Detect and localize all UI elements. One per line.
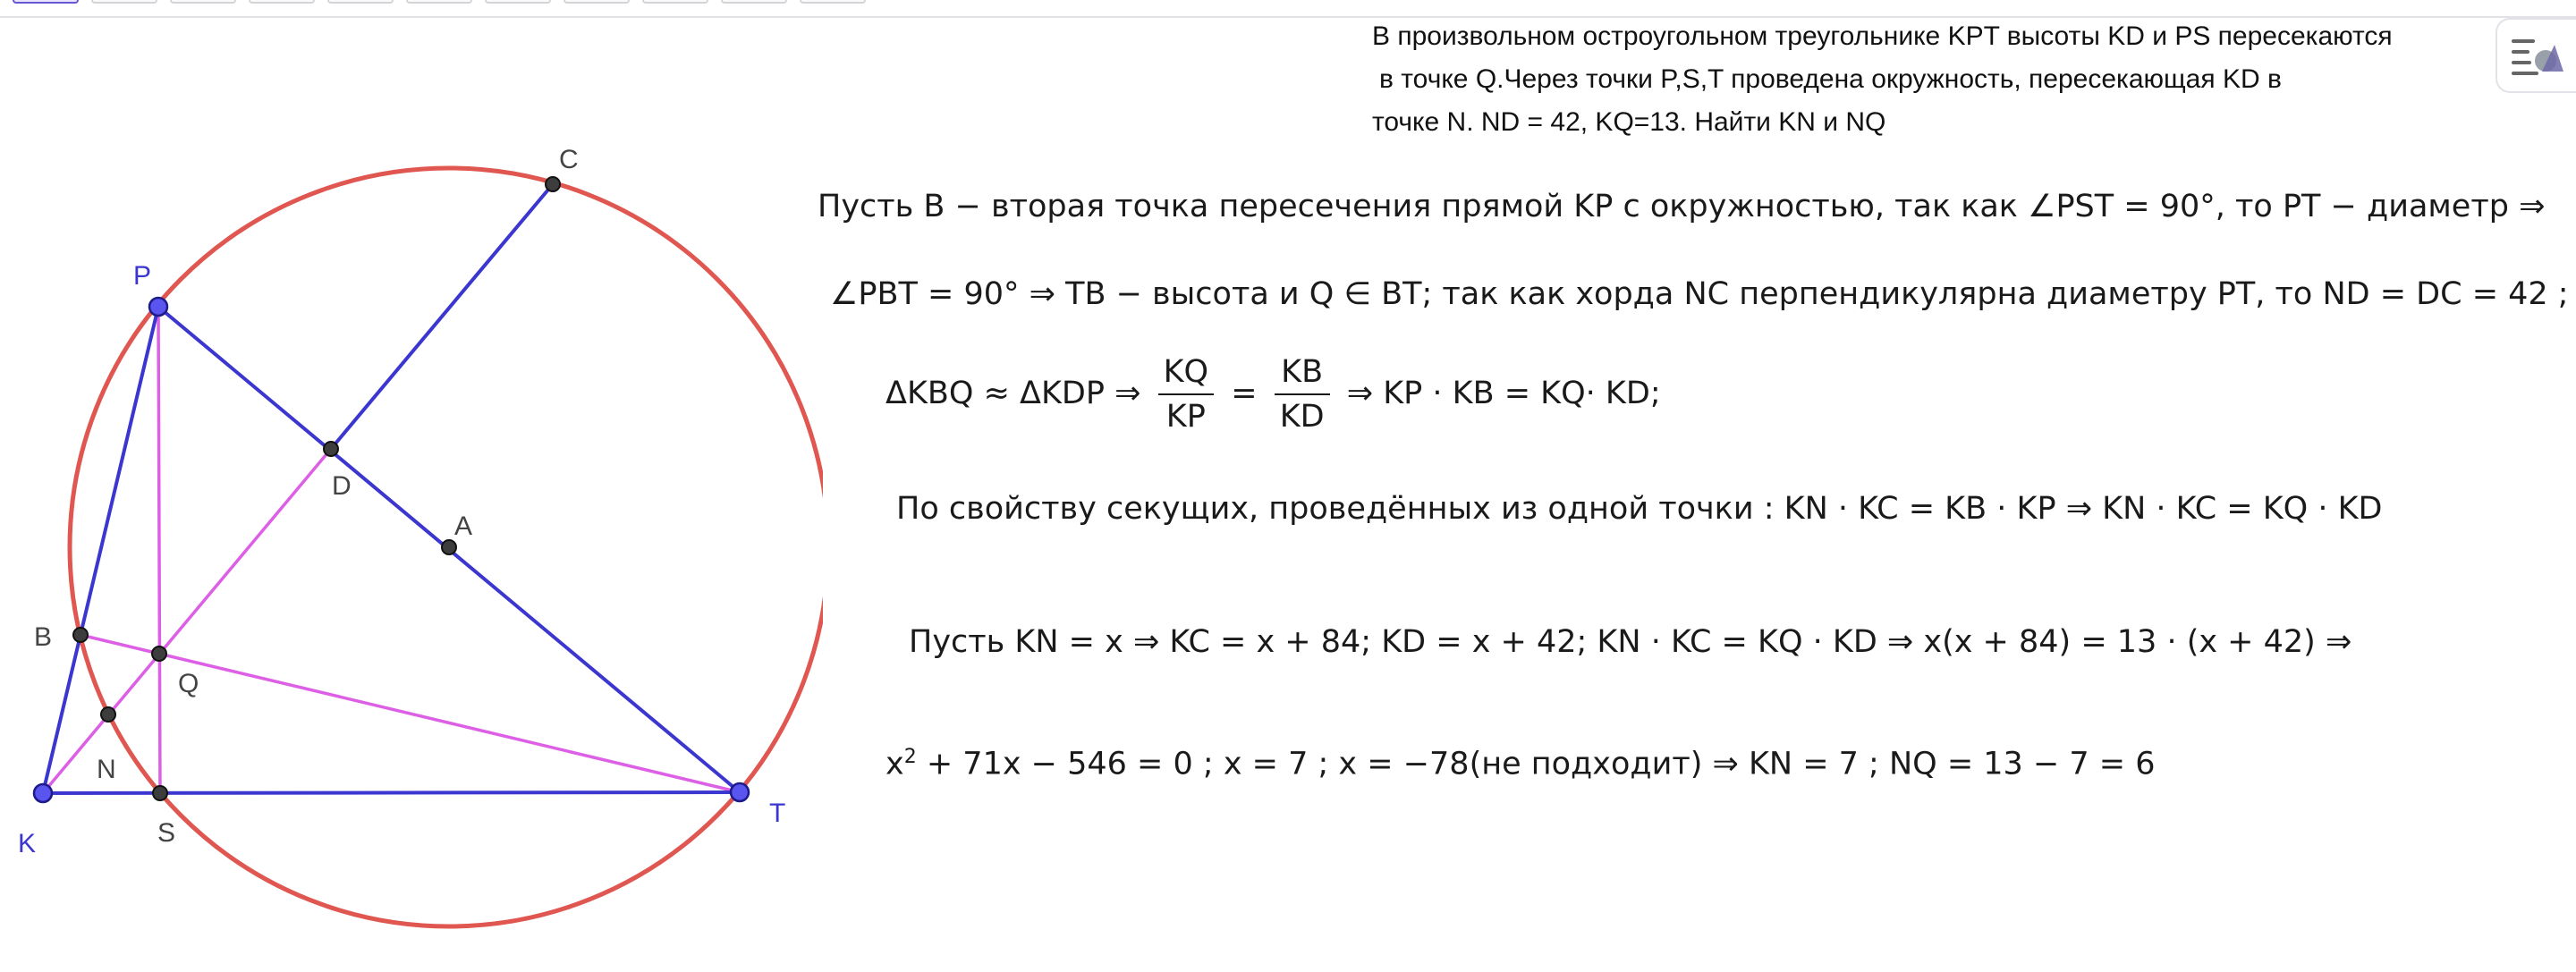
menu-button[interactable] — [2496, 18, 2576, 93]
solution-line-1: Пусть B − вторая точка пересечения прямой KP с окружностью, так как ∠PST = 90°, то PT − диаметр ⇒ — [818, 189, 2546, 224]
similarity-text: ΔKBQ ≈ ΔKDP ⇒ — [886, 376, 1141, 411]
solution-line-5: Пусть KN = x ⇒ KC = x + 84; KD = x + 42; KN · KC = KQ · KD ⇒ x(x + 84) = 13 · (x + 42) ⇒ — [909, 624, 2352, 660]
problem-line-2: в точке Q.Через точки P,S,T проведена окружность, пересекающая KD в — [1379, 64, 2282, 94]
product-equation: ⇒ KP · KB = KQ· KD; — [1346, 376, 1661, 411]
solution-line-3 — [886, 354, 1661, 435]
quadratic-solution: + 71x − 546 = 0 ; x = 7 ; x = −78(не подходит) ⇒ KN = 7 ; NQ = 13 − 7 = 6 — [916, 746, 2156, 782]
solution-line-2: ∠PBT = 90° ⇒ TB − высота и Q ∈ BT; так как хорда NC перпендикулярна диаметру PT, то ND = DC = 42 ; — [830, 276, 2569, 312]
label-a: A — [454, 511, 473, 541]
fraction-denominator: KD — [1279, 399, 1325, 435]
problem-line-1: В произвольном остроугольном треугольнике KPT высоты KD и PS пересекаются — [1372, 21, 2393, 51]
fraction-denominator: KP — [1165, 399, 1206, 435]
point-n[interactable] — [101, 707, 115, 722]
side-kt — [43, 792, 740, 793]
variable-x: x — [886, 746, 904, 782]
label-k: K — [18, 829, 37, 858]
point-d[interactable] — [324, 442, 338, 456]
fraction-numerator: KB — [1275, 354, 1330, 395]
geometry-diagram — [0, 0, 823, 972]
menu-shapes-icon — [2510, 30, 2565, 84]
label-c: C — [559, 145, 579, 174]
point-a[interactable] — [442, 540, 456, 554]
label-n: N — [97, 755, 116, 784]
altitude-ps — [158, 307, 160, 793]
side-kp — [43, 307, 158, 793]
point-p[interactable] — [149, 298, 167, 316]
label-q: Q — [178, 669, 199, 698]
point-s[interactable] — [153, 786, 167, 800]
point-k[interactable] — [34, 784, 52, 802]
point-b[interactable] — [73, 628, 88, 642]
altitude-kd — [43, 449, 331, 793]
segment-dc — [331, 184, 553, 449]
point-t[interactable] — [731, 783, 749, 801]
equals-sign: = — [1231, 376, 1258, 411]
label-s: S — [157, 818, 176, 848]
label-d: D — [332, 471, 352, 501]
point-c[interactable] — [546, 177, 560, 191]
line-bt — [80, 635, 740, 792]
label-t: T — [769, 799, 786, 828]
exponent: 2 — [903, 746, 917, 768]
label-b: B — [34, 622, 53, 652]
problem-line-3: точке N. ND = 42, KQ=13. Найти KN и NQ — [1372, 107, 1886, 137]
solution-line-4: По свойству секущих, проведённых из одной точки : KN · KC = KB · KP ⇒ KN · KC = KQ · KD — [896, 491, 2383, 527]
fraction-numerator: KQ — [1158, 354, 1215, 395]
solution-line-6 — [886, 746, 2156, 782]
fraction-kb-kd — [1275, 354, 1330, 435]
point-q[interactable] — [152, 647, 166, 661]
label-p: P — [133, 261, 152, 291]
fraction-kq-kp — [1158, 354, 1215, 435]
